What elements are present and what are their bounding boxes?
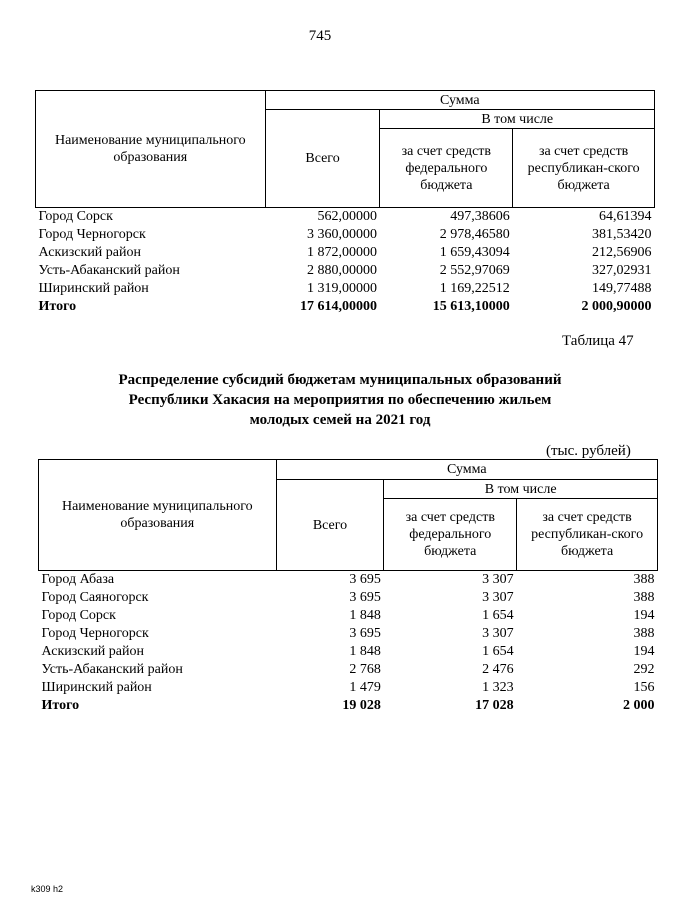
footer-code: k309 h2 [31, 884, 64, 894]
table2-body [39, 571, 658, 716]
total-federal: 17 028 [475, 698, 514, 713]
row-federal: 1 654 [482, 608, 514, 623]
total-row [39, 697, 658, 715]
row-name: Город Сорск [41, 608, 116, 623]
table-row [39, 625, 658, 643]
total-republic: 2 000,90000 [581, 299, 652, 314]
total-sum: 17 614,00000 [299, 299, 377, 314]
row-name: Усть-Абаканский район [41, 662, 183, 677]
header-including: В том числе [380, 110, 655, 129]
row-federal: 1 169,22512 [439, 281, 510, 296]
table-row [39, 679, 658, 697]
row-republic: 292 [633, 662, 655, 677]
row-total: 1 848 [349, 644, 381, 659]
row-total: 3 695 [349, 572, 381, 587]
table-row [36, 208, 655, 227]
document-title [0, 370, 680, 430]
header-sum: Сумма [265, 91, 654, 110]
table-row [36, 262, 655, 280]
header-republic: за счет средств республикан-ского бюджета [517, 499, 658, 571]
table-caption: Таблица 47 [562, 333, 634, 349]
row-name: Город Черногорск [38, 227, 146, 242]
row-federal: 2 476 [482, 662, 514, 677]
row-name: Усть-Абаканский район [38, 263, 180, 278]
row-federal: 1 654 [482, 644, 514, 659]
table-row [36, 226, 655, 244]
row-total: 562,00000 [317, 209, 377, 224]
header-republic: за счет средств республикан-ского бюджета [513, 129, 655, 208]
table1-body [36, 208, 655, 317]
row-republic: 388 [633, 626, 655, 641]
row-total: 3 695 [349, 626, 381, 641]
header-total: Всего [265, 110, 380, 208]
header-total: Всего [276, 480, 384, 571]
row-total: 3 695 [349, 590, 381, 605]
row-republic: 388 [633, 572, 655, 587]
row-name: Аскизский район [38, 245, 141, 260]
total-federal: 15 613,10000 [432, 299, 510, 314]
total-label: Итого [38, 299, 77, 314]
total-sum: 19 028 [342, 698, 381, 713]
row-republic: 149,77488 [592, 281, 652, 296]
row-republic: 388 [633, 590, 655, 605]
title-line-2: Республики Хакасия на мероприятия по обеспечению жильем [128, 392, 552, 408]
total-republic: 2 000 [623, 698, 655, 713]
row-total: 1 848 [349, 608, 381, 623]
row-total: 1 319,00000 [306, 281, 377, 296]
header-name: Наименование муниципального образования [36, 91, 266, 208]
row-total: 1 479 [349, 680, 381, 695]
row-federal: 1 323 [482, 680, 514, 695]
row-republic: 194 [633, 608, 655, 623]
table-row [39, 571, 658, 590]
row-federal: 3 307 [482, 626, 514, 641]
table-row [39, 607, 658, 625]
page-number: 745 [308, 28, 332, 44]
row-republic: 194 [633, 644, 655, 659]
units-label: (тыс. рублей) [546, 443, 631, 459]
row-federal: 2 978,46580 [439, 227, 510, 242]
title-line-3: молодых семей на 2021 год [249, 412, 431, 428]
row-name: Ширинский район [41, 680, 152, 695]
row-republic: 64,61394 [599, 209, 652, 224]
row-federal: 1 659,43094 [439, 245, 510, 260]
header-including: В том числе [384, 480, 658, 499]
row-total: 3 360,00000 [306, 227, 377, 242]
row-name: Город Саяногорск [41, 590, 149, 605]
total-row [36, 298, 655, 316]
row-total: 1 872,00000 [306, 245, 377, 260]
row-republic: 327,02931 [592, 263, 652, 278]
table-row [39, 589, 658, 607]
row-name: Город Черногорск [41, 626, 149, 641]
row-federal: 497,38606 [450, 209, 510, 224]
total-label: Итого [41, 698, 80, 713]
row-federal: 3 307 [482, 572, 514, 587]
table-row [39, 643, 658, 661]
row-republic: 381,53420 [592, 227, 652, 242]
row-name: Город Абаза [41, 572, 115, 587]
header-name: Наименование муниципального образования [39, 460, 277, 571]
row-name: Ширинский район [38, 281, 149, 296]
header-sum: Сумма [276, 460, 657, 480]
subsidy-table-2 [38, 459, 658, 715]
row-total: 2 880,00000 [306, 263, 377, 278]
table-row [36, 280, 655, 298]
row-federal: 2 552,97069 [439, 263, 510, 278]
row-republic: 156 [633, 680, 655, 695]
row-name: Город Сорск [38, 209, 113, 224]
row-name: Аскизский район [41, 644, 144, 659]
row-federal: 3 307 [482, 590, 514, 605]
title-line-1: Распределение субсидий бюджетам муниципальных образований [118, 372, 562, 388]
row-republic: 212,56906 [592, 245, 652, 260]
header-federal: за счет средств федерального бюджета [384, 499, 517, 571]
table-row [36, 244, 655, 262]
subsidy-table-1 [35, 90, 655, 316]
table-row [39, 661, 658, 679]
row-total: 2 768 [349, 662, 381, 677]
header-federal: за счет средств федерального бюджета [380, 129, 513, 208]
